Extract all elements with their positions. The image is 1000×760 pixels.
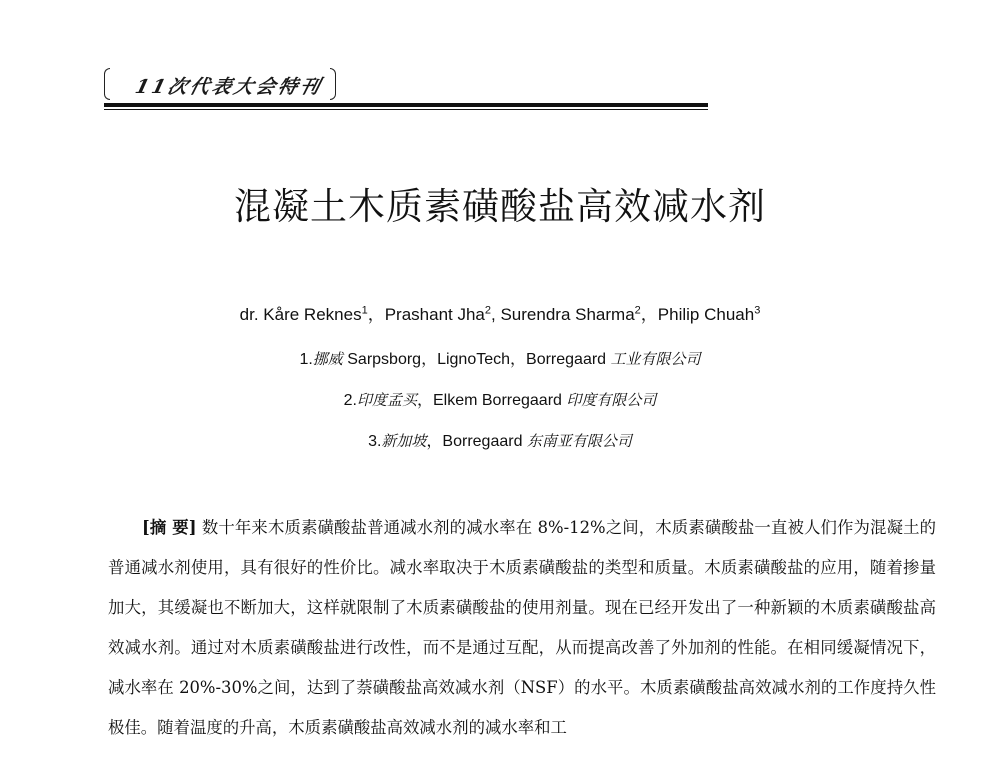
abstract-paragraph [108,508,936,748]
header-rule-thin [104,109,708,110]
author-separator: ， [367,305,385,324]
affiliation-number: 3. [368,433,382,450]
author-affiliation-mark: 2 [634,304,641,317]
affiliation-org: ，Elkem Borregaard [416,392,567,409]
author-separator: , [491,305,501,324]
author-affiliation-mark: 3 [754,304,761,317]
affiliation-org: Sarpsborg，LignoTech，Borregaard [342,351,611,368]
header-label: 11次代表大会特刊 [132,76,325,98]
affiliation-number: 2. [343,392,357,409]
header-bracket-right [330,68,336,100]
affiliation-number: 1. [299,351,313,368]
affiliation-suffix: 东南亚有限公司 [526,432,632,450]
affiliation-line [0,387,1000,410]
author-separator: ， [640,305,658,324]
abstract-label: [摘 要] [142,518,197,537]
affiliation-suffix: 工业有限公司 [610,350,701,368]
abstract-text: 数十年来木质素磺酸盐普通减水剂的减水率在 8%-12%之间，木质素磺酸盐一直被人们作为混凝土的普通减水剂使用，具有很好的性价比。减水率取决于木质素磺酸盐的类型和质量。木质素磺酸盐的应用，随着掺量加大，其缓凝也不断加大，这样就限制了木质素磺酸盐的使用剂量。现在已经开发出了一种新颖的木质素磺酸盐高效减水剂。通过对木质素磺酸盐进行改性，而不是通过互配，从而提高改善了外加剂的性能。在相同缓凝情况下，减水率在 20%-30%之间，达到了萘磺酸盐高效减水剂（NSF）的水平。木质素磺酸盐高效减水剂的工作度持久性极佳。随着温度的升高，木质素磺酸盐高效减水剂的减水率和工 [108,518,936,737]
author-name: dr. Kåre Reknes [239,305,362,324]
affiliation-line [0,428,1000,451]
author-name: Surendra Sharma [500,305,635,324]
affiliation-suffix: 印度有限公司 [566,391,657,409]
affiliation-line [0,346,1000,369]
header-bracket-left [104,68,110,100]
affiliation-place: 印度孟买 [356,391,417,409]
author-name: Prashant Jha [384,305,485,324]
affiliation-org: ，Borregaard [426,433,527,450]
author-list [0,300,1000,325]
author-name: Philip Chuah [657,305,755,324]
affiliation-place: 挪威 [312,350,343,368]
header-rule-thick [104,103,708,107]
affiliation-place: 新加坡 [381,432,427,450]
author-affiliation-mark: 1 [361,304,368,317]
author-affiliation-mark: 2 [484,304,492,317]
paper-title: 混凝土木质素磺酸盐高效减水剂 [234,185,766,228]
